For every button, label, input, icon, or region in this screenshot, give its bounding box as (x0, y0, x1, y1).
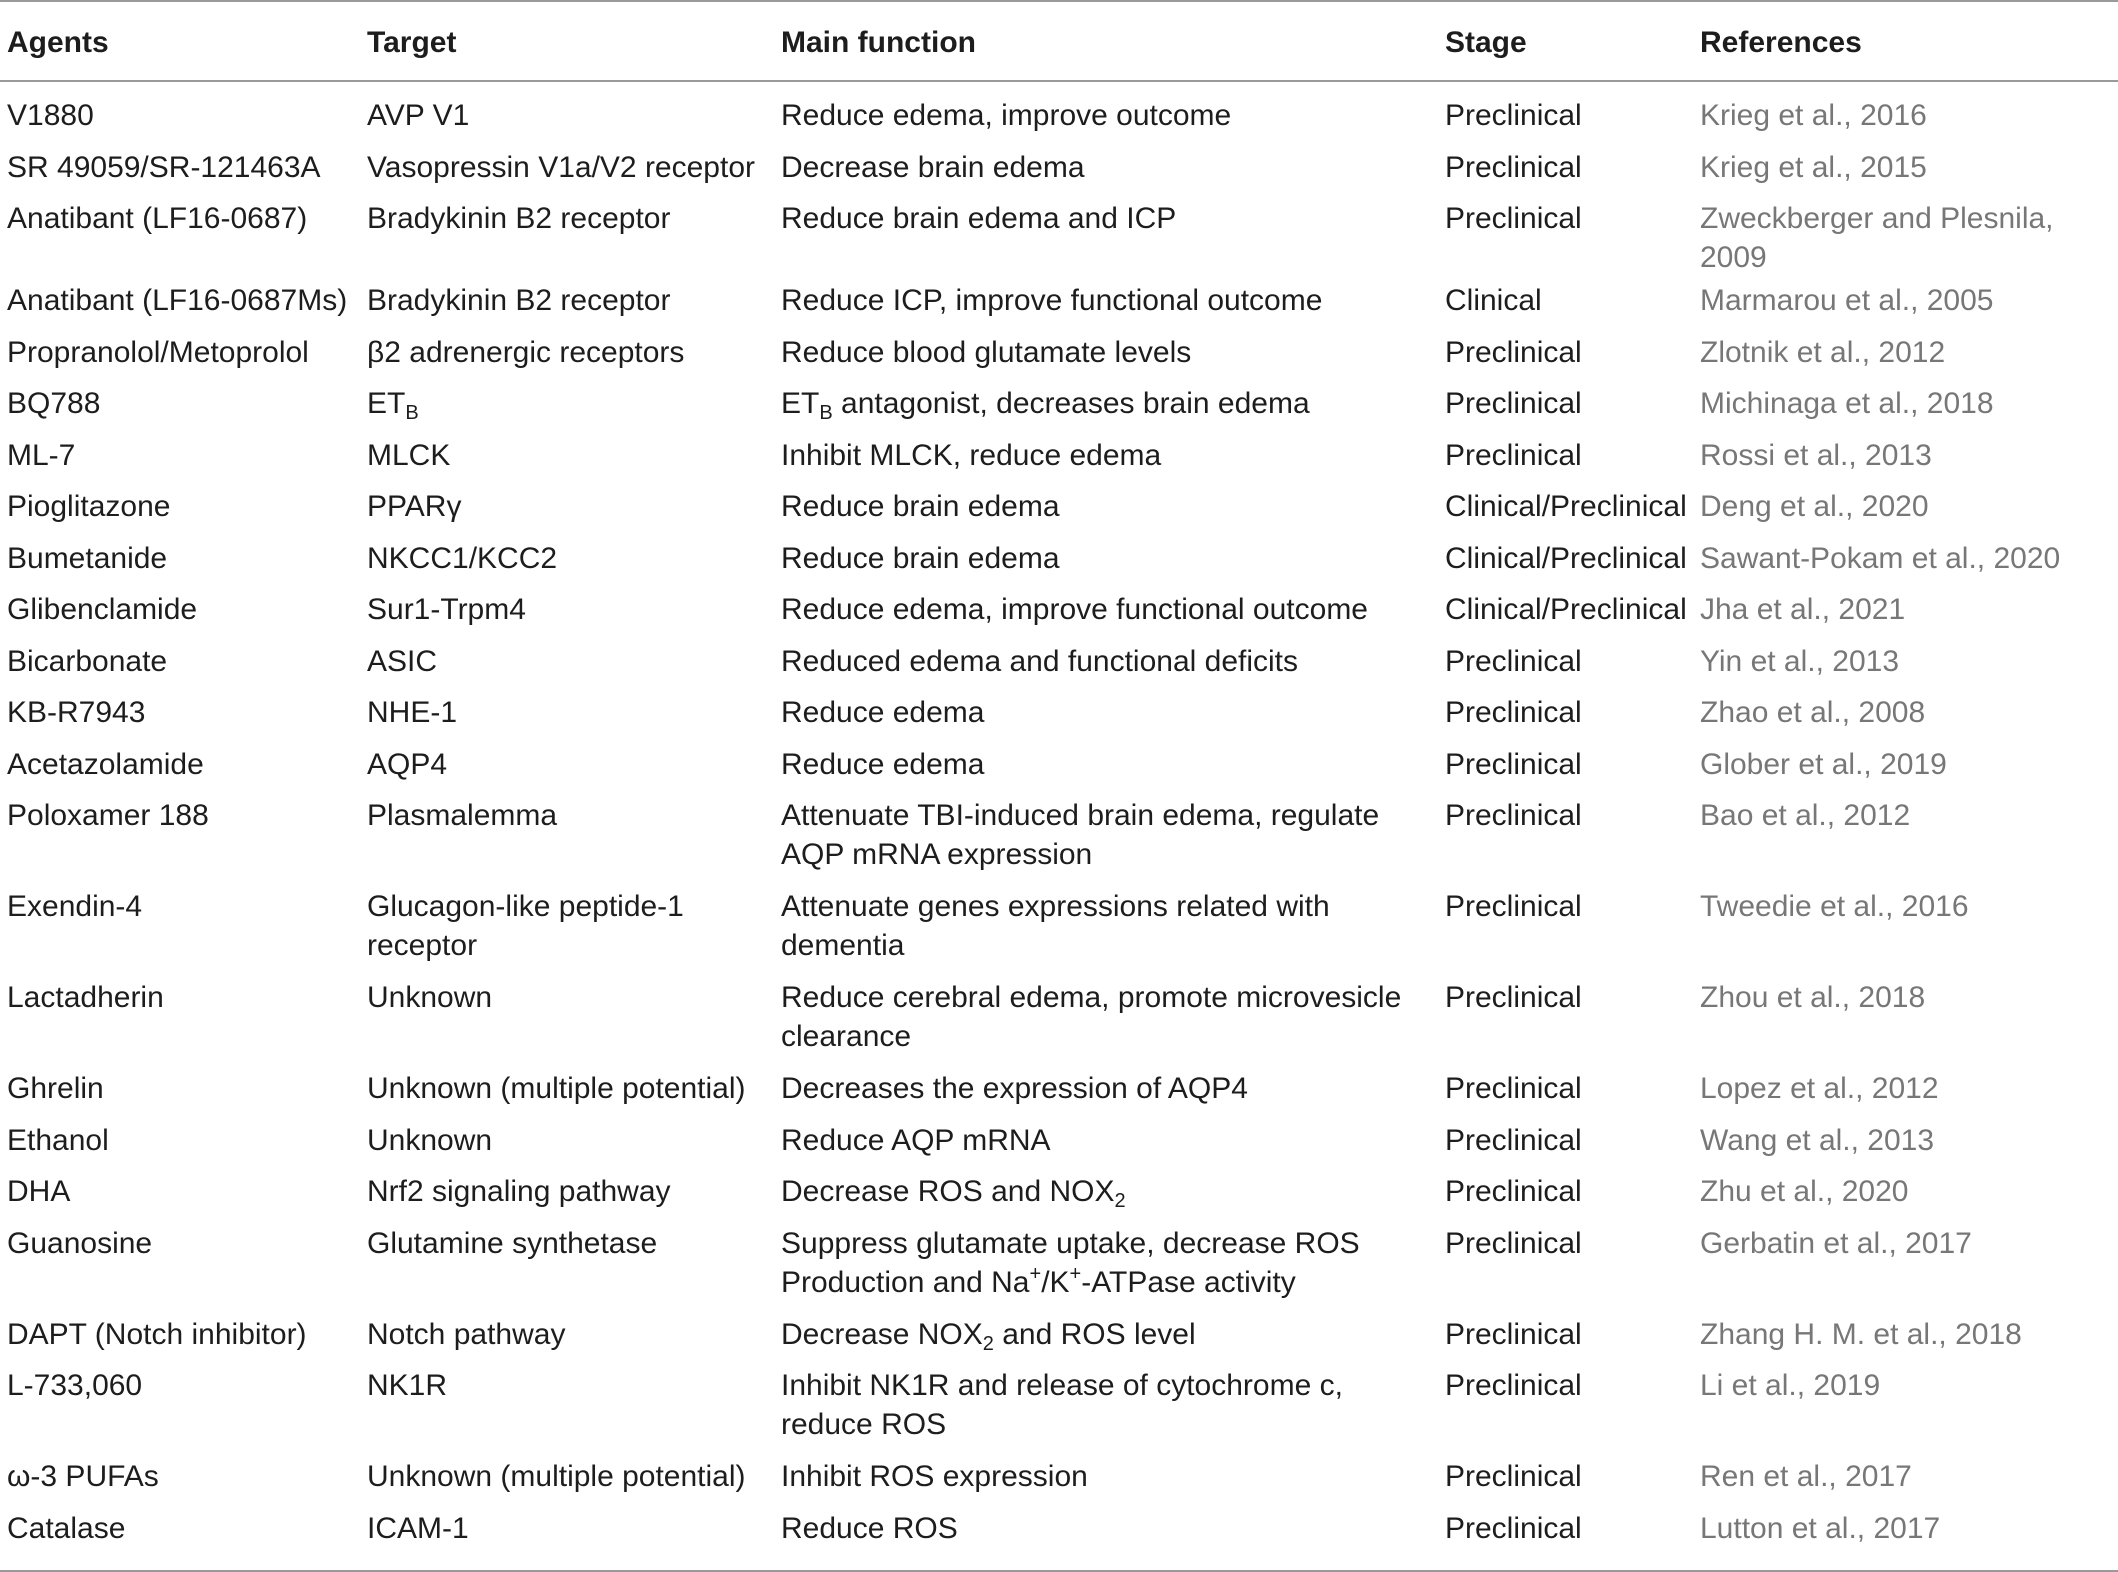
cell-agent: SR 49059/SR-121463A (7, 150, 321, 184)
cell-reference: Rossi et al., 2013 (1700, 438, 1932, 472)
cell-target: AQP4 (367, 747, 448, 781)
table-row (0, 741, 2118, 793)
cell-target: ASIC (367, 644, 438, 678)
cell-function: Reduce edema, improve functional outcome (781, 593, 1368, 626)
cell-agent: DAPT (Notch inhibitor) (7, 1317, 307, 1351)
cell-stage: Preclinical (1445, 99, 1582, 132)
table-row (0, 144, 2118, 196)
table-row (0, 195, 2118, 277)
cell-stage: Preclinical (1445, 150, 1582, 184)
cell-agent: Poloxamer 188 (7, 799, 209, 832)
cell-function: Reduce blood glutamate levels (781, 335, 1192, 369)
cell-function: Attenuate TBI-induced brain edema, regulate AQP mRNA expression (781, 799, 1380, 871)
cell-function: Decrease brain edema (781, 150, 1085, 184)
table-row (0, 883, 2118, 974)
cell-reference: Zlotnik et al., 2012 (1700, 335, 1946, 369)
cell-agent: Glibenclamide (7, 593, 198, 626)
table-row (0, 329, 2118, 381)
cell-agent: Pioglitazone (7, 490, 171, 523)
cell-target: Unknown (multiple potential) (367, 1460, 746, 1493)
cell-stage: Preclinical (1445, 696, 1582, 729)
cell-target (360, 380, 774, 432)
table-row (0, 1453, 2118, 1505)
target-subscript: B (405, 402, 419, 424)
cell-stage: Preclinical (1445, 1369, 1582, 1402)
cell-reference: Yin et al., 2013 (1700, 644, 1900, 678)
cell-agent: Bicarbonate (7, 644, 168, 678)
table-row (0, 535, 2118, 587)
function-subscript: B (819, 402, 833, 424)
cell-agent: Anatibant (LF16-0687) (7, 202, 308, 235)
table-row (0, 1117, 2118, 1169)
cell-function: Reduce brain edema (781, 541, 1060, 575)
cell-agent: Ethanol (7, 1123, 109, 1157)
cell-function: Reduced edema and functional deficits (781, 644, 1299, 678)
cell-agent: Anatibant (LF16-0687Ms) (7, 284, 348, 317)
cell-reference: Zhou et al., 2018 (1700, 981, 1926, 1014)
cell-target: ICAM-1 (360, 1505, 774, 1572)
cell-target: Unknown (367, 1123, 493, 1157)
cell-function (774, 1311, 1438, 1363)
cell-agent: Guanosine (7, 1226, 153, 1260)
cell-target: β2 adrenergic receptors (367, 335, 685, 369)
cell-function: Reduce AQP mRNA (781, 1123, 1051, 1157)
cell-stage: Clinical/Preclinical (1445, 593, 1687, 626)
cell-stage: Preclinical (1445, 387, 1582, 420)
cell-target: Plasmalemma (367, 799, 558, 832)
cell-agent: ω-3 PUFAs (7, 1460, 159, 1493)
cell-function: Inhibit NK1R and release of cytochrome c, reduce ROS (781, 1369, 1343, 1441)
cell-stage: Clinical (1445, 284, 1542, 317)
cell-stage: Clinical/Preclinical (1445, 490, 1687, 523)
cell-agent: Exendin-4 (7, 890, 143, 923)
cell-agent: Catalase (0, 1505, 360, 1572)
cell-target: Unknown (367, 981, 493, 1014)
cell-reference: Krieg et al., 2016 (1700, 99, 1927, 132)
function-text-rest: -ATPase activity (1081, 1265, 1296, 1299)
cell-target: NK1R (367, 1369, 448, 1402)
cell-agent: Bumetanide (7, 541, 168, 575)
table-row (0, 974, 2118, 1065)
cell-reference: Ren et al., 2017 (1700, 1460, 1912, 1493)
cell-function: Attenuate genes expressions related with dementia (781, 890, 1330, 962)
cell-reference: Michinaga et al., 2018 (1700, 387, 1994, 420)
function-subscript: 2 (1114, 1190, 1126, 1212)
cell-target: Bradykinin B2 receptor (367, 202, 671, 235)
cell-target: Nrf2 signaling pathway (367, 1175, 671, 1208)
cell-reference: Jha et al., 2021 (1700, 593, 1906, 626)
cell-agent: L-733,060 (7, 1369, 143, 1402)
table-row (0, 380, 2118, 432)
table-row (0, 432, 2118, 484)
cell-reference: Lutton et al., 2017 (1693, 1505, 2118, 1572)
cell-function: Reduce cerebral edema, promote microvesicle clearance (781, 981, 1402, 1053)
cell-target: Bradykinin B2 receptor (367, 284, 671, 317)
function-superscript: + (1029, 1262, 1042, 1285)
table-row (0, 1505, 2118, 1572)
function-text: ET (781, 387, 820, 420)
function-text-mid: /K (1041, 1265, 1070, 1299)
cell-function (774, 1220, 1438, 1311)
cell-target: PPARγ (367, 490, 462, 523)
cell-target: AVP V1 (367, 99, 470, 132)
cell-stage: Preclinical (1445, 1175, 1582, 1208)
cell-function (774, 380, 1438, 432)
cell-stage: Preclinical (1445, 890, 1582, 923)
header-row (0, 1, 2118, 81)
cell-target: Vasopressin V1a/V2 receptor (367, 150, 755, 184)
function-superscript: + (1069, 1262, 1082, 1285)
header-target: Target (360, 1, 774, 81)
table-row (0, 1362, 2118, 1453)
cell-stage: Preclinical (1445, 1226, 1582, 1260)
cell-stage: Clinical/Preclinical (1445, 541, 1687, 575)
table-row (0, 81, 2118, 144)
cell-reference: Zweckberger and Plesnila, 2009 (1700, 202, 2054, 274)
cell-stage: Preclinical (1445, 1123, 1582, 1157)
cell-agent: KB-R7943 (7, 696, 146, 729)
header-agents: Agents (0, 1, 360, 81)
function-text: Decrease NOX (781, 1317, 983, 1351)
header-main-function: Main function (774, 1, 1438, 81)
cell-target: Notch pathway (367, 1317, 566, 1351)
cell-reference: Deng et al., 2020 (1700, 490, 1929, 523)
cell-reference: Lopez et al., 2012 (1700, 1072, 1939, 1105)
table-row (0, 638, 2118, 690)
table-row (0, 792, 2118, 883)
cell-agent: DHA (7, 1175, 71, 1208)
cell-function: Reduce edema (781, 696, 985, 729)
cell-target: Unknown (multiple potential) (367, 1072, 746, 1105)
cell-function: Reduce brain edema and ICP (781, 202, 1177, 235)
cell-reference: Zhu et al., 2020 (1700, 1175, 1909, 1208)
cell-target: Glucagon-like peptide-1 receptor (367, 890, 684, 962)
cell-stage: Preclinical (1445, 335, 1582, 369)
target-text: ET (367, 387, 406, 420)
header-stage: Stage (1438, 1, 1693, 81)
cell-agent: Ghrelin (7, 1072, 104, 1105)
cell-stage: Preclinical (1438, 1505, 1693, 1572)
table-row (0, 1065, 2118, 1117)
table-row (0, 1168, 2118, 1220)
cell-reference: Krieg et al., 2015 (1700, 150, 1927, 184)
cell-stage: Preclinical (1445, 799, 1582, 832)
cell-function (774, 1168, 1438, 1220)
function-text-rest: antagonist, decreases brain edema (832, 387, 1310, 420)
function-text: Suppress glutamate uptake, decrease ROS Production and Na (781, 1226, 1360, 1299)
cell-target: Glutamine synthetase (367, 1226, 658, 1260)
cell-stage: Preclinical (1445, 1317, 1582, 1351)
cell-function: Decreases the expression of AQP4 (781, 1072, 1248, 1105)
function-subscript: 2 (982, 1332, 994, 1355)
cell-function: Inhibit ROS expression (781, 1460, 1088, 1493)
cell-reference: Glober et al., 2019 (1700, 747, 1947, 781)
cell-function: Reduce edema, improve outcome (781, 99, 1232, 132)
cell-target: NHE-1 (367, 696, 458, 729)
cell-reference: Li et al., 2019 (1700, 1369, 1881, 1402)
cell-target: MLCK (367, 438, 451, 472)
cell-agent: Acetazolamide (7, 747, 204, 781)
cell-stage: Preclinical (1445, 438, 1582, 472)
cell-function: Reduce edema (781, 747, 985, 781)
function-text-rest: and ROS level (993, 1317, 1196, 1351)
table-row (0, 1311, 2118, 1363)
table-row (0, 586, 2118, 638)
table-row (0, 277, 2118, 329)
cell-reference: Tweedie et al., 2016 (1700, 890, 1969, 923)
cell-stage: Preclinical (1445, 202, 1582, 235)
cell-agent: ML-7 (7, 438, 76, 472)
function-text: Decrease ROS and NOX (781, 1175, 1115, 1208)
header-references: References (1693, 1, 2118, 81)
cell-reference: Bao et al., 2012 (1700, 799, 1911, 832)
cell-function: Reduce brain edema (781, 490, 1060, 523)
cell-reference: Marmarou et al., 2005 (1700, 284, 1994, 317)
cell-agent: V1880 (7, 99, 94, 132)
cell-reference: Zhang H. M. et al., 2018 (1700, 1317, 2022, 1351)
cell-function: Inhibit MLCK, reduce edema (781, 438, 1162, 472)
cell-agent: Propranolol/Metoprolol (7, 335, 309, 369)
cell-agent: BQ788 (7, 387, 101, 420)
cell-function: Reduce ICP, improve functional outcome (781, 284, 1323, 317)
table-row (0, 1220, 2118, 1311)
cell-stage: Preclinical (1445, 747, 1582, 781)
table-row (0, 483, 2118, 535)
cell-stage: Preclinical (1445, 981, 1582, 1014)
cell-target: NKCC1/KCC2 (367, 541, 558, 575)
cell-reference: Zhao et al., 2008 (1700, 696, 1926, 729)
cell-function: Reduce ROS (774, 1505, 1438, 1572)
cell-reference: Gerbatin et al., 2017 (1700, 1226, 1972, 1260)
cell-target: Sur1-Trpm4 (367, 593, 526, 626)
cell-reference: Wang et al., 2013 (1700, 1123, 1935, 1157)
cell-agent: Lactadherin (7, 981, 164, 1014)
cell-stage: Preclinical (1445, 1072, 1582, 1105)
cell-stage: Preclinical (1445, 644, 1582, 678)
cell-reference: Sawant-Pokam et al., 2020 (1700, 541, 2061, 575)
cell-stage: Preclinical (1445, 1460, 1582, 1493)
table-row (0, 689, 2118, 741)
